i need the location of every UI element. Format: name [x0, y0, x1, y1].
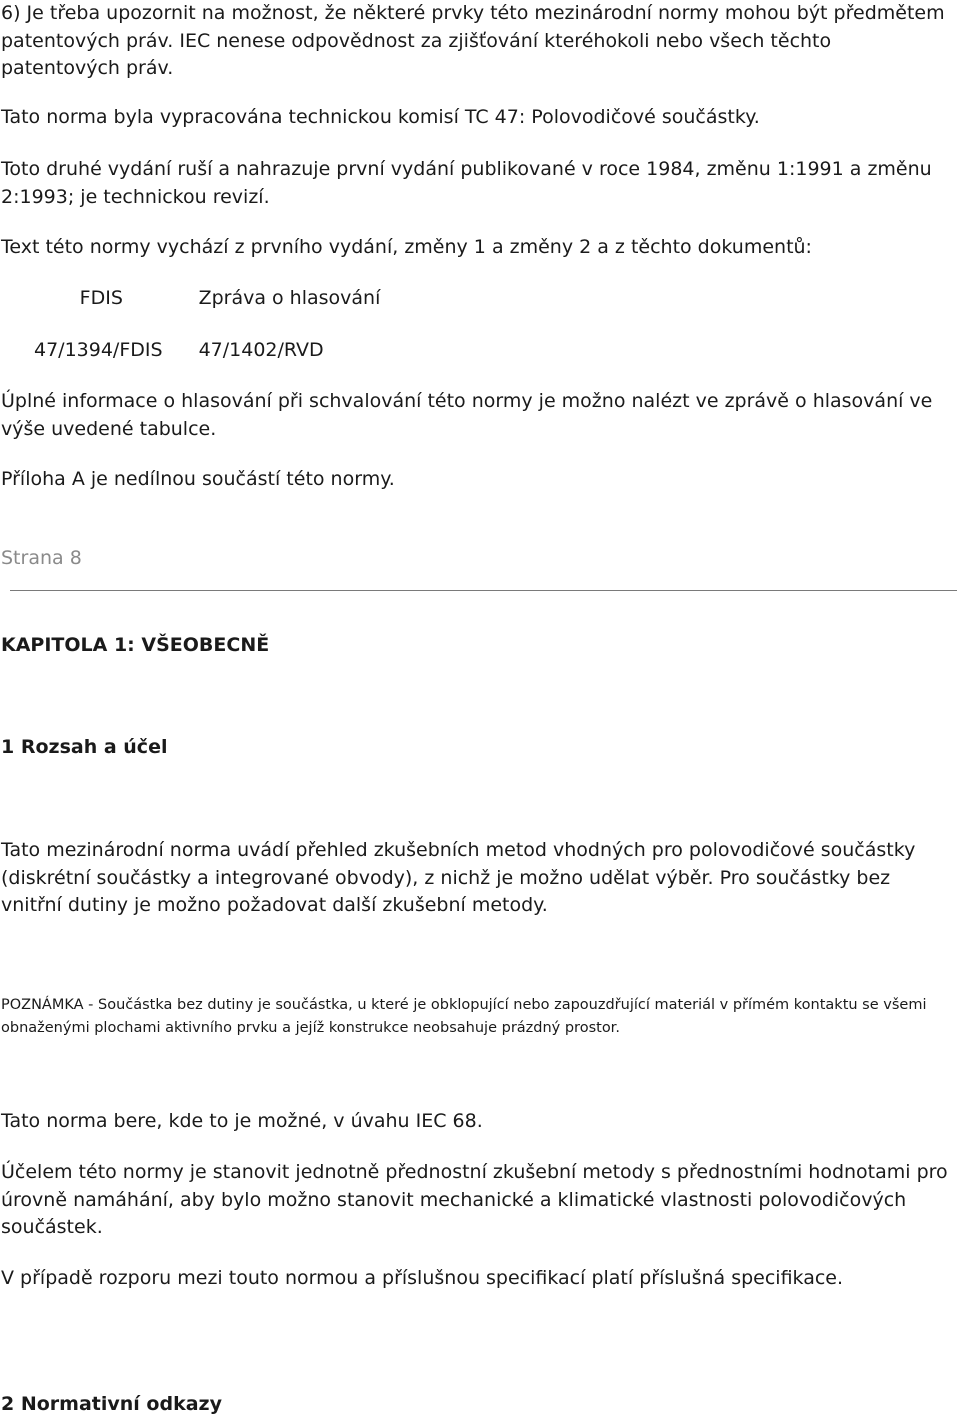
paragraph-iec68: Tato norma bere, kde to je možné, v úvahu IEC 68.: [1, 1110, 483, 1132]
voting-table: [34, 284, 380, 364]
voting-table-row: [34, 336, 380, 364]
paragraph-scope: Tato mezinárodní norma uvádí přehled zkušebních metod vhodných pro polovodičové součástky (diskrétní součástky a integrované obvody), z nichž je možno udělat výběr. Pro součástky bez vnitřní dutiny je možno požadovat další zkušební metody.: [1, 839, 916, 916]
paragraph-purpose: Účelem této normy je stanovit jednotně přednostní zkušební metody s přednostními hodnotami pro úrovně namáhání, aby bylo možno stanovit mechanické a klimatické vlastnosti polovodičových součástek.: [1, 1161, 948, 1238]
page-number-label: Strana 8: [1, 547, 82, 569]
page-divider: [10, 590, 957, 591]
paragraph-basis: Text této normy vychází z prvního vydání, změny 1 a změny 2 a z těchto dokumentů:: [1, 236, 812, 258]
section-2-heading: 2 Normativní odkazy: [1, 1393, 222, 1415]
voting-table-cell-rvd: 47/1402/RVD: [198, 339, 324, 361]
paragraph-committee: Tato norma byla vypracována technickou komisí TC 47: Polovodičové součástky.: [1, 106, 760, 128]
voting-table-header-row: [34, 284, 380, 312]
section-1-heading: 1 Rozsah a účel: [1, 736, 168, 758]
paragraph-edition: Toto druhé vydání ruší a nahrazuje první vydání publikované v roce 1984, změnu 1:1991 a změnu 2:1993; je technickou revizí.: [1, 158, 932, 208]
paragraph-conflict: V případě rozporu mezi touto normou a příslušnou specifikací platí příslušná specifikace.: [1, 1267, 844, 1289]
voting-table-header-report: Zpráva o hlasování: [198, 287, 381, 309]
chapter-heading: KAPITOLA 1: VŠEOBECNĚ: [1, 634, 270, 656]
paragraph-voting-info: Úplné informace o hlasování při schvalování této normy je možno nalézt ve zprávě o hlasování ve výše uvedené tabulce.: [1, 390, 933, 440]
paragraph-patents: 6) Je třeba upozornit na možnost, že některé prvky této mezinárodní normy mohou být předmětem patentových práv. IEC nenese odpovědnost za zjišťování kteréhokoli nebo všech těchto patentových práv.: [1, 2, 945, 79]
voting-table-header-fdis: FDIS: [79, 287, 123, 309]
voting-table-cell-fdis: 47/1394/FDIS: [34, 339, 163, 361]
paragraph-annex: Příloha A je nedílnou součástí této normy.: [1, 468, 395, 490]
note-paragraph: POZNÁMKA - Součástka bez dutiny je součástka, u které je obklopující nebo zapouzdřující materiál v přímém kontaktu se všemi obnaženými plochami aktivního prvku a jejíž konstrukce neobsahuje prázdný prostor.: [1, 997, 927, 1036]
